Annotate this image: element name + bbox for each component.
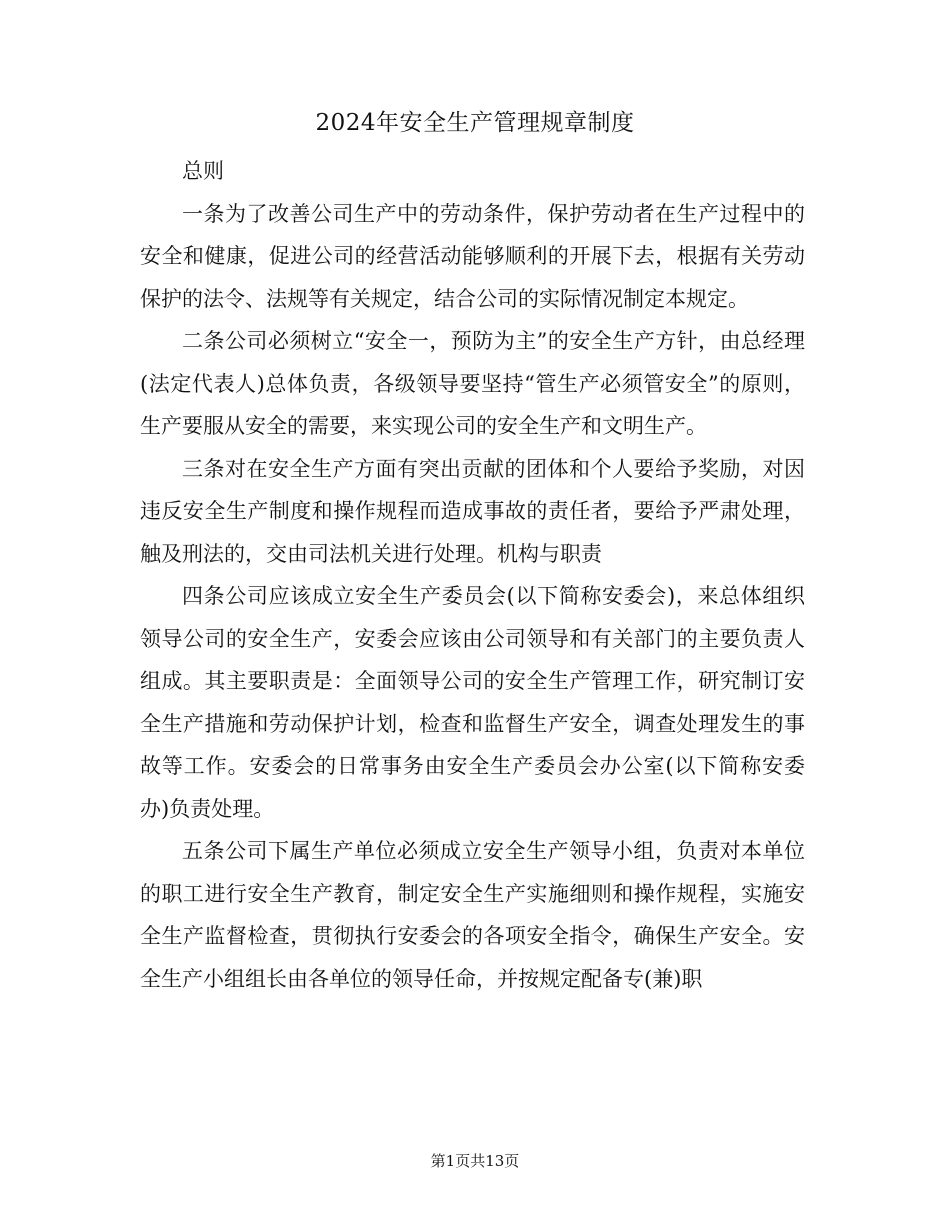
paragraph-article-3: 三条对在安全生产方面有突出贡献的团体和个人要给予奖励，对因违反安全生产制度和操作规程而造成事故的责任者，要给予严肃处理，触及刑法的，交由司法机关进行处理。机构与职责: [140, 456, 805, 566]
paragraph-article-1: 一条为了改善公司生产中的劳动条件，保护劳动者在生产过程中的安全和健康，促进公司的经营活动能够顺利的开展下去，根据有关劳动保护的法令、法规等有关规定，结合公司的实际情况制定本规定。: [140, 201, 805, 311]
page-number: 第1页共13页: [430, 1152, 520, 1170]
document-body: [140, 150, 805, 1000]
paragraph-article-2: 二条公司必须树立“安全一，预防为主”的安全生产方针，由总经理(法定代表人)总体负责，各级领导要坚持“管生产必须管安全”的原则，生产要服从安全的需要，来实现公司的安全生产和文明生产。: [140, 329, 805, 438]
section-heading-general: 总则: [182, 159, 224, 183]
document-title: 2024年安全生产管理规章制度: [315, 110, 635, 136]
paragraph-article-5: 五条公司下属生产单位必须成立安全生产领导小组，负责对本单位的职工进行安全生产教育，制定安全生产实施细则和操作规程，实施安全生产监督检查，贯彻执行安委会的各项安全指令，确保生产安全。安全生产小组组长由各单位的领导任命，并按规定配备专(兼)职: [140, 839, 805, 991]
paragraph-article-4: 四条公司应该成立安全生产委员会(以下简称安委会)，来总体组织领导公司的安全生产，安委会应该由公司领导和有关部门的主要负责人组成。其主要职责是：全面领导公司的安全生产管理工作，研究制订安全生产措施和劳动保护计划，检查和监督生产安全，调查处理发生的事故等工作。安委会的日常事务由安全生产委员会办公室(以下简称安委办)负责处理。: [140, 584, 805, 821]
